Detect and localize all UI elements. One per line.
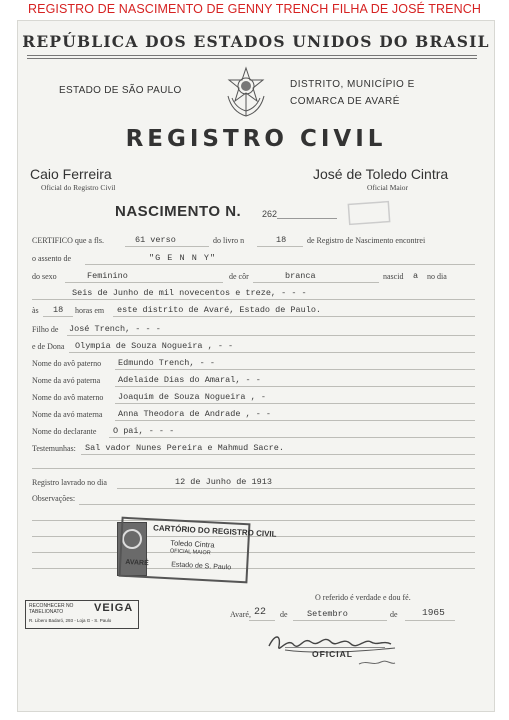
fill-line (109, 437, 475, 438)
mother-name: Olympia de Souza Nogueira , - - (75, 341, 234, 351)
sexo-value: Feminino (87, 271, 128, 281)
testemunhas-value: Sal vador Nunes Pereira e Mahmud Sacre. (85, 443, 284, 453)
document-caption: REGISTRO DE NASCIMENTO DE GENNY TRENCH FILHA DE JOSÉ TRENCH (28, 2, 481, 16)
closing-de-1: de (280, 610, 288, 619)
coat-of-arms-emblem (222, 66, 270, 120)
fill-line (79, 504, 475, 505)
fill-line (125, 246, 209, 247)
official-right-role: Oficial Maior (367, 183, 409, 192)
district-line-1: DISTRITO, MUNICÍPIO E (290, 79, 415, 90)
certificate-number: 262 (262, 209, 278, 219)
mother-label: e de Dona (32, 342, 65, 351)
avo-paterno-name: Edmundo Trench, - - (118, 358, 215, 368)
fill-line (43, 316, 73, 317)
registro-nascimento-label: de Registro de Nascimento encontrei (307, 236, 426, 245)
notary-line-1b: TABELIONATO (29, 609, 64, 615)
fill-line (115, 403, 475, 404)
cor-value: branca (285, 271, 316, 281)
filho-de-label: Filho de (32, 325, 59, 334)
fill-line (65, 282, 223, 283)
fill-line (115, 386, 475, 387)
fill-line (85, 264, 475, 265)
fill-line (81, 454, 475, 455)
folha-value: 61 verso (135, 235, 176, 245)
header-rule-bottom (27, 58, 477, 59)
stamp-line-4: AVARÉ (125, 558, 149, 568)
livro-label: do livro n (213, 236, 245, 245)
stamp-line-2: Toledo Cintra (170, 538, 215, 550)
livro-value: 18 (276, 235, 287, 245)
verdade-statement: O referido é verdade e dou fé. (315, 593, 411, 602)
registry-office-stamp (119, 517, 277, 584)
assento-label: o assento de (32, 254, 72, 263)
fill-line (113, 316, 475, 317)
closing-day: 22 (254, 607, 267, 618)
avo-paterna-label: Nome da avó paterna (32, 376, 101, 385)
birth-place: este distrito de Avaré, Estado de Paulo. (117, 305, 322, 315)
avo-paterno-label: Nome do avô paterno (32, 359, 102, 368)
document-title: REGISTRO CIVIL (125, 126, 387, 152)
notary-address: R. Libero Badaró, 293 - Loja G - S. Paulo (29, 618, 112, 623)
birth-date-text: Seis de Junho de mil novecentos e treze, - - - (72, 288, 307, 298)
gender-suffix: a (413, 271, 419, 281)
closing-de-2: de (390, 610, 398, 619)
observacoes-label: Observações: (32, 494, 76, 503)
notary-stamp-left (29, 603, 73, 615)
fill-line (115, 420, 475, 421)
initials-mark (357, 658, 397, 668)
stamp-line-5: Estado de S. Paulo (171, 561, 232, 572)
number-underline (277, 218, 337, 219)
cor-label: de côr (229, 272, 249, 281)
closing-year: 1965 (422, 607, 445, 618)
horas-em-label: horas em (75, 306, 105, 315)
avo-paterna-name: Adelaide Dias do Amaral, - - (118, 375, 261, 385)
official-left-role: Oficial do Registro Civil (41, 183, 116, 192)
registro-date: 12 de Junho de 1913 (175, 477, 272, 487)
birth-heading: NASCIMENTO N. (115, 203, 242, 220)
state-label: ESTADO DE SÃO PAULO (59, 85, 182, 96)
fill-line (117, 488, 475, 489)
sexo-label: do sexo (32, 272, 57, 281)
district-line-2: COMARCA DE AVARÉ (290, 96, 400, 107)
as-label: às (32, 306, 39, 315)
fill-line (32, 299, 475, 300)
father-name: José Trench, - - - (69, 324, 161, 334)
certifico-label: CERTIFICO que a fls. (32, 236, 104, 245)
fill-line (115, 369, 475, 370)
avo-materna-label: Nome da avó materna (32, 410, 103, 419)
stamp-line-3: OFICIAL MAIOR (169, 548, 211, 557)
nascido-label: nascid (383, 272, 404, 281)
header-rule-top (27, 55, 477, 56)
closing-place: Avaré, (230, 610, 251, 619)
fill-line (249, 620, 275, 621)
fill-line (67, 335, 475, 336)
closing-month: Setembro (307, 609, 348, 619)
blank-line (32, 552, 475, 553)
signature-line (285, 647, 385, 648)
notary-brand: VEIGA (94, 602, 134, 614)
avo-materno-label: Nome do avô materno (32, 393, 104, 402)
avo-materna-name: Anna Theodora de Andrade , - - (118, 409, 272, 419)
notary-line-1a: RECONHECER NO (29, 603, 74, 609)
faded-stamp-mark (347, 200, 392, 226)
certificate-paper (17, 20, 495, 712)
notary-stamp (25, 600, 139, 629)
fill-line (405, 620, 455, 621)
registro-lavrado-label: Registro lavrado no dia (32, 478, 107, 487)
fill-line (253, 282, 379, 283)
blank-line (32, 520, 475, 521)
declarante-label: Nome do declarante (32, 427, 97, 436)
official-left-name: Caio Ferreira (30, 166, 112, 182)
fill-line (69, 352, 475, 353)
blank-line (32, 468, 475, 469)
avo-materno-name: Joaquim de Souza Nogueira , - (118, 392, 266, 402)
blank-line (32, 568, 475, 569)
district-label (290, 76, 415, 110)
declarante-value: O pai, - - - (113, 426, 175, 436)
testemunhas-label: Testemunhas: (32, 444, 76, 453)
registrant-name: "G E N N Y" (149, 253, 217, 263)
fill-line (293, 620, 387, 621)
official-right-name: José de Toledo Cintra (313, 166, 449, 182)
stamp-line-1: CARTÓRIO DO REGISTRO CIVIL (152, 523, 277, 539)
country-heading: REPÚBLICA DOS ESTADOS UNIDOS DO BRASIL (22, 32, 490, 51)
birth-hour: 18 (53, 305, 64, 315)
oficial-label: OFICIAL (312, 649, 353, 659)
no-dia-label: no dia (427, 272, 447, 281)
fill-line (257, 246, 303, 247)
